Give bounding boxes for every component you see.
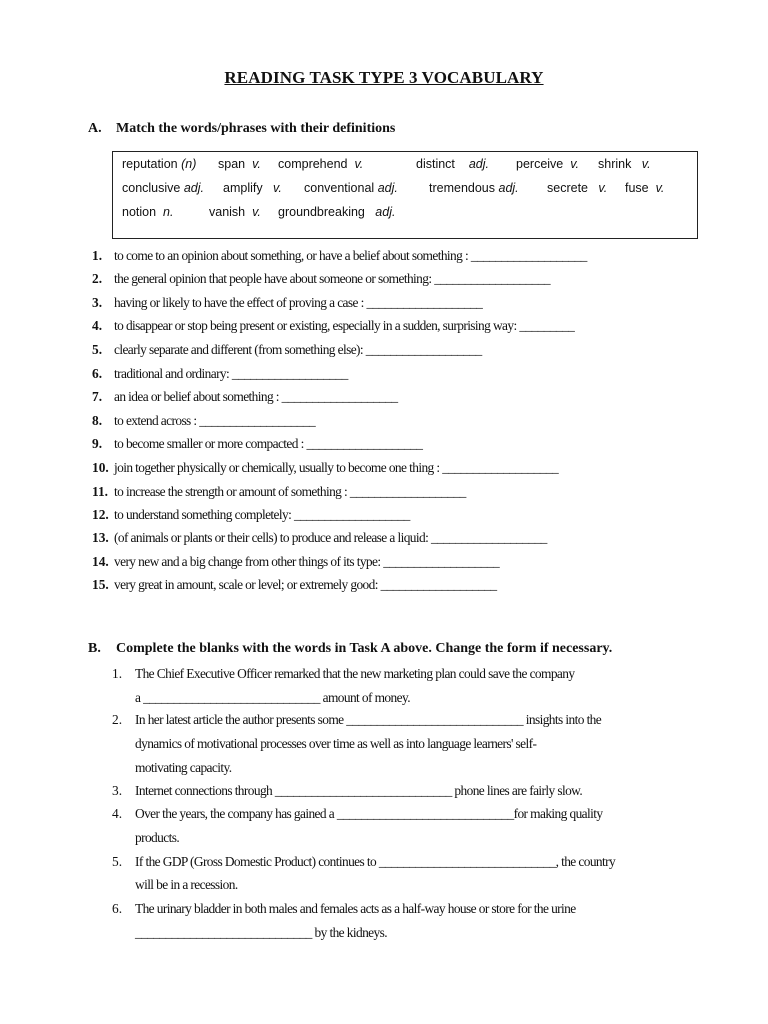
definition-item: 4. to disappear or stop being present or existing, especially in a sudden, surprising way: _________ bbox=[92, 318, 575, 333]
definition-item: 1. to come to an opinion about something, or have a belief about something : ___________________ bbox=[92, 248, 587, 263]
fill-blank-line: a _____________________________ amount of money. bbox=[135, 690, 410, 705]
word-bank-item: reputation (n) bbox=[122, 157, 197, 171]
word-bank-item: perceive v. bbox=[516, 157, 579, 171]
definition-item: 12. to understand something completely: ___________________ bbox=[92, 507, 410, 522]
definition-item: 6. traditional and ordinary: ___________________ bbox=[92, 366, 348, 381]
fill-blank-line: dynamics of motivational processes over time as well as into language learners' self- bbox=[135, 736, 537, 751]
word-bank-item: distinct adj. bbox=[416, 157, 489, 171]
definition-item: 11. to increase the strength or amount of something : ___________________ bbox=[92, 484, 466, 499]
word-bank-item: fuse v. bbox=[625, 181, 665, 195]
word-bank-item: span v. bbox=[218, 157, 261, 171]
definition-item: 15. very great in amount, scale or level; or extremely good: ___________________ bbox=[92, 577, 497, 592]
fill-blank-item: 1. The Chief Executive Officer remarked that the new marketing plan could save the company bbox=[112, 666, 575, 681]
word-bank-item: comprehend v. bbox=[278, 157, 364, 171]
word-bank-item: conclusive adj. bbox=[122, 181, 205, 195]
word-bank-item: vanish v. bbox=[209, 205, 261, 219]
section-a-heading bbox=[88, 121, 395, 137]
word-bank-item: notion n. bbox=[122, 205, 174, 219]
definition-item: 5. clearly separate and different (from something else): ___________________ bbox=[92, 342, 482, 357]
definition-item: 9. to become smaller or more compacted : ___________________ bbox=[92, 436, 423, 451]
word-bank-item: conventional adj. bbox=[304, 181, 398, 195]
definition-item: 13. (of animals or plants or their cells) to produce and release a liquid: ___________________ bbox=[92, 530, 547, 545]
word-bank-item: groundbreaking adj. bbox=[278, 205, 396, 219]
word-bank-item: secrete v. bbox=[547, 181, 608, 195]
word-bank-item: shrink v. bbox=[598, 157, 651, 171]
word-bank-box bbox=[112, 151, 698, 239]
fill-blank-line: _____________________________ by the kidneys. bbox=[135, 925, 387, 940]
section-a-letter: A. bbox=[88, 121, 102, 136]
page-title: READING TASK TYPE 3 VOCABULARY bbox=[224, 68, 544, 87]
fill-blank-item: 6. The urinary bladder in both males and females acts as a half-way house or store for the urine bbox=[112, 901, 576, 916]
word-bank-item: amplify v. bbox=[223, 181, 282, 195]
fill-blank-item: 2. In her latest article the author presents some _____________________________ insights into the bbox=[112, 712, 602, 727]
definition-item: 14. very new and a big change from other things of its type: ___________________ bbox=[92, 554, 500, 569]
word-bank-item: tremendous adj. bbox=[429, 181, 519, 195]
definition-item: 3. having or likely to have the effect of proving a case : ___________________ bbox=[92, 295, 483, 310]
fill-blank-item: 5. If the GDP (Gross Domestic Product) continues to _____________________________, the country bbox=[112, 854, 616, 869]
section-b-letter: B. bbox=[88, 641, 101, 656]
fill-blank-item: 3. Internet connections through _____________________________ phone lines are fairly slow. bbox=[112, 783, 583, 798]
definition-item: 2. the general opinion that people have about someone or something: ___________________ bbox=[92, 271, 551, 286]
definition-item: 10. join together physically or chemically, usually to become one thing : ___________________ bbox=[92, 460, 559, 475]
section-a-instruction: Match the words/phrases with their definitions bbox=[116, 121, 396, 136]
fill-blank-item: 4. Over the years, the company has gained a _____________________________for making quality bbox=[112, 806, 603, 821]
fill-blank-line: products. bbox=[135, 830, 180, 845]
fill-blank-line: will be in a recession. bbox=[135, 877, 238, 892]
section-b-heading bbox=[88, 641, 612, 657]
definition-item: 8. to extend across : ___________________ bbox=[92, 413, 316, 428]
section-b-instruction: Complete the blanks with the words in Task A above. Change the form if necessary. bbox=[116, 641, 613, 656]
fill-blank-line: motivating capacity. bbox=[135, 760, 232, 775]
definition-item: 7. an idea or belief about something : ___________________ bbox=[92, 389, 398, 404]
